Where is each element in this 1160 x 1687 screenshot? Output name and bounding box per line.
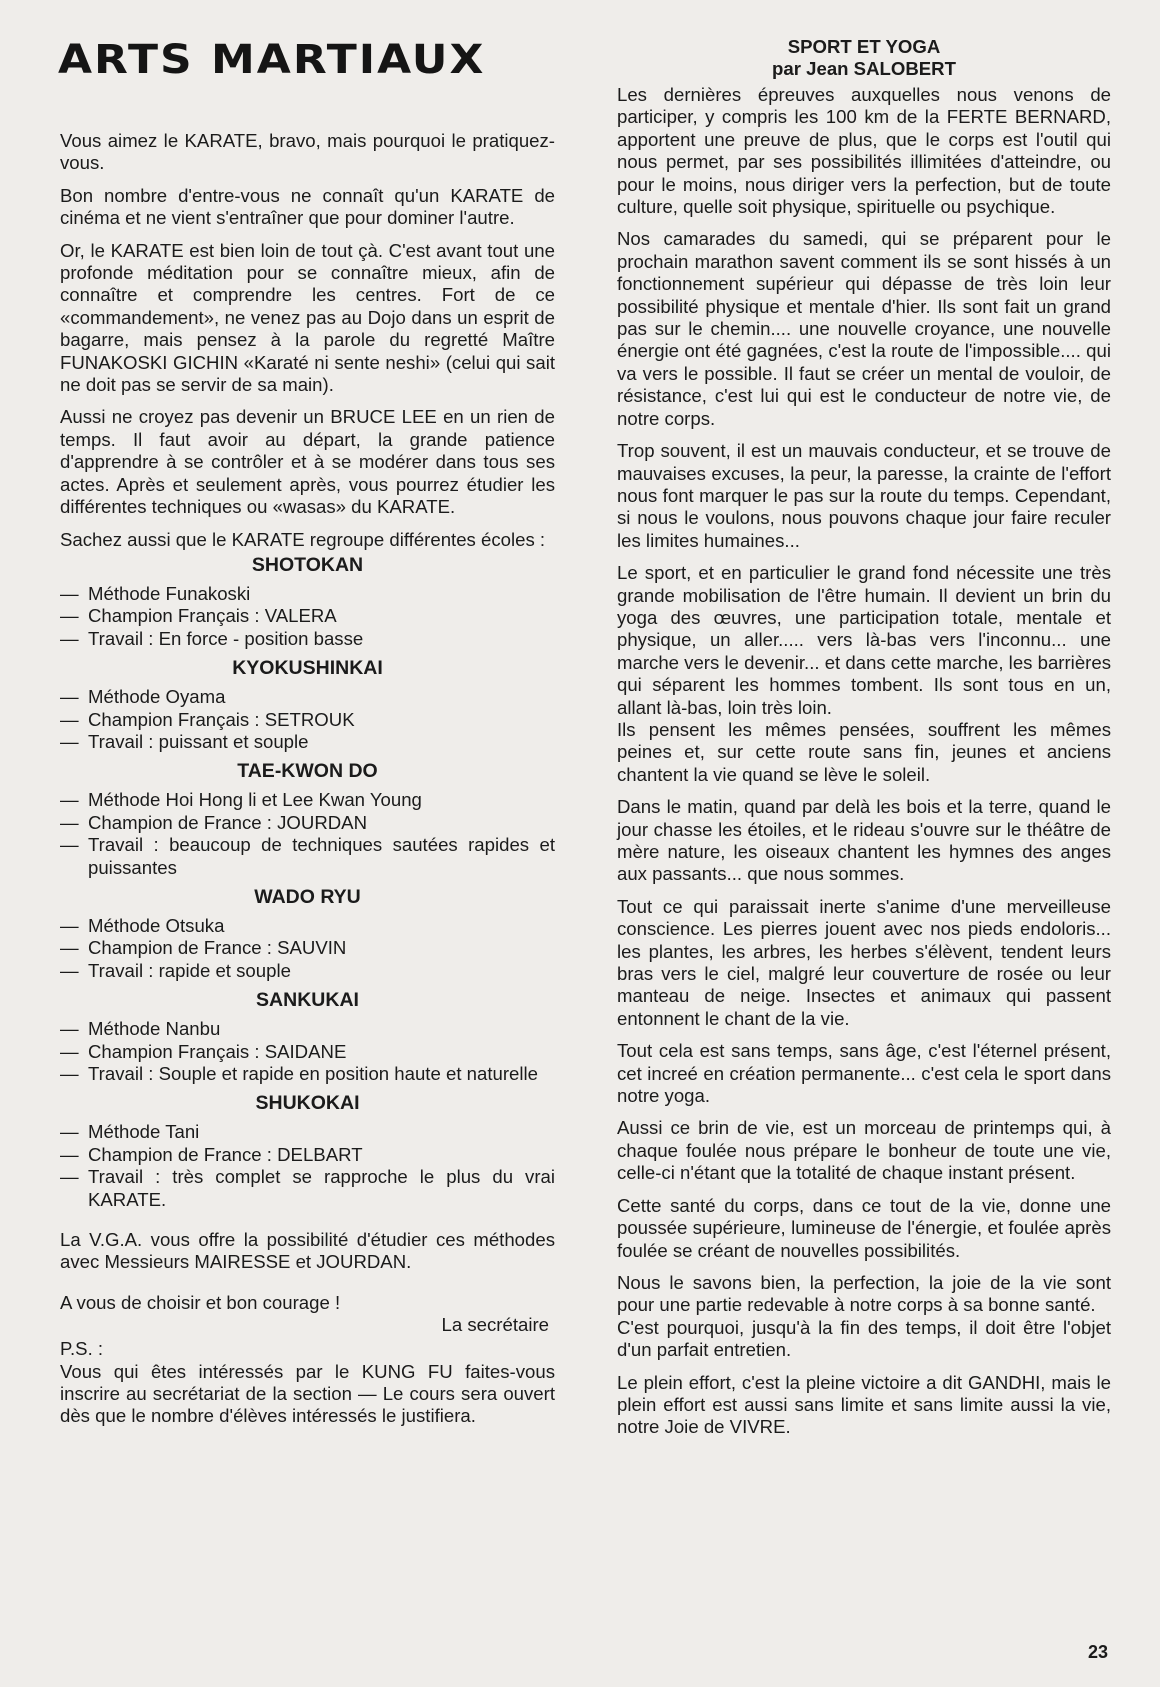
list-item: — Travail : puissant et souple — [60, 731, 555, 753]
article-paragraph: Dans le matin, quand par delà les bois et la terre, quand le jour chasse les étoiles, et le rideau s'ouvre sur le théâtre de mère nature, les oiseaux chantent les hymnes des anges aux passants... que nous sommes. — [617, 796, 1111, 885]
school-list — [60, 915, 555, 982]
list-item: — Travail : rapide et souple — [60, 960, 555, 982]
byline: par Jean SALOBERT — [772, 58, 956, 79]
school-list — [60, 583, 555, 650]
list-item: — Méthode Nanbu — [60, 1018, 555, 1040]
article-paragraph: Ils pensent les mêmes pensées, souffrent les mêmes peines et, sur cette route sans fin, jeunes et anciens chantent la vie quand se lève le soleil. — [617, 718, 1111, 785]
school-heading: KYOKUSHINKAI — [232, 657, 383, 680]
list-item: — Travail : Souple et rapide en position haute et naturelle — [60, 1063, 555, 1085]
list-item: — Méthode Oyama — [60, 686, 555, 708]
article-paragraph: Aussi ce brin de vie, est un morceau de printemps qui, à chaque foulée nous prépare le bonheur de toute une vie, celle-ci n'étant que la totalité de chaque instant présent. — [617, 1117, 1111, 1184]
offer-paragraph: La V.G.A. vous offre la possibilité d'étudier ces méthodes avec Messieurs MAIRESSE et JOURDAN. — [60, 1229, 555, 1273]
intro-paragraph: Sachez aussi que le KARATE regroupe différentes écoles : — [60, 528, 546, 550]
school-list — [60, 789, 555, 879]
left-column — [60, 130, 555, 1438]
intro-paragraph: Aussi ne croyez pas devenir un BRUCE LEE en un rien de temps. Il faut avoir au départ, la grande patience d'apprendre à se contrôler et à se modérer dans tous ses actes. Après et seulement après, vous pourrez étudier les différentes techniques ou «wasas» du KARATE. — [60, 406, 555, 518]
article-paragraph: Le sport, et en particulier le grand fond nécessite une très grande mobilisation de l'être humain. Il devient un brin du yoga des œuvres, une participation totale, mentale et physique, un aller..... vers là-bas vers l'inconnu... une marche vers le devenir... et dans cette marche, les barrières qui séparent les hommes tombent. Ils sont tous en un, allant là-bas, loin très loin. — [617, 562, 1111, 718]
article-paragraph: Nos camarades du samedi, qui se préparent pour le prochain marathon savent comment ils se sont hissés à un fonctionnement supérieur qui dépasse de très loin leur possibilité physique et mentale d'hier. Ils sont fait un grand pas sur le chemin.... une nouvelle croyance, une nouvelle énergie ont été gagnées, c'est la route de l'impossible.... qui va vers le possible. Il faut se créer un mental de vouloir, de résistance, c'est lui qui est le conducteur de notre vie, de notre corps. — [617, 228, 1111, 429]
list-item: — Méthode Tani — [60, 1121, 555, 1143]
intro-paragraph: Vous aimez le KARATE, bravo, mais pourquoi le pratiquez-vous. — [60, 130, 555, 174]
article-title-arts-martiaux: ARTS MARTIAUX — [58, 36, 486, 84]
school-heading: SHOTOKAN — [251, 553, 364, 576]
article-title-sport-yoga: SPORT ET YOGA — [787, 36, 941, 57]
list-item: — Méthode Hoi Hong li et Lee Kwan Young — [60, 789, 555, 811]
article-paragraph: Tout cela est sans temps, sans âge, c'est l'éternel présent, cet increé en création permanente... c'est cela le sport dans notre yoga. — [617, 1040, 1111, 1107]
school-heading: SHUKOKAI — [255, 1092, 360, 1115]
article-paragraph: Tout ce qui paraissait inerte s'anime d'une merveilleuse conscience. Les pierres jouent avec nos pieds endoloris... les plantes, les arbres, les herbes s'élèvent, tendent leurs bras vers le ciel, malgré leur couverture de rosée ou leur manteau de neige. Insectes et animaux qui passent entonnent le chant de la vie. — [617, 895, 1111, 1029]
ps-paragraph: Vous qui êtes intéressés par le KUNG FU faites-vous inscrire au secrétariat de la section — Le cours sera ouvert dès que le nombre d'élèves intéressés le justifiera. — [60, 1360, 555, 1427]
list-item: — Travail : En force - position basse — [60, 628, 555, 650]
article-paragraph: Cette santé du corps, dans ce tout de la vie, donne une poussée supérieure, lumineuse de l'énergie, et foulée après foulée se créant de nouvelles possibilités. — [617, 1194, 1111, 1261]
school-heading: SANKUKAI — [256, 989, 359, 1012]
list-item: — Méthode Otsuka — [60, 915, 555, 937]
intro-paragraph: Bon nombre d'entre-vous ne connaît qu'un KARATE de cinéma et ne vient s'entraîner que pour dominer l'autre. — [60, 184, 555, 229]
list-item: — Travail : très complet se rapproche le plus du vrai KARATE. — [60, 1166, 555, 1211]
right-column — [617, 84, 1111, 1449]
article-paragraph: Les dernières épreuves auxquelles nous venons de participer, y compris les 100 km de la FERTE BERNARD, apportent une preuve de plus, que le corps est l'outil qui nous permet, par ses possibilités illimitées d'atteindre, ou pour le moins, nous diriger vers la perfection, but de toute culture, quelle soit physique, spirituelle ou psychique. — [617, 84, 1111, 218]
list-item: — Champion de France : SAUVIN — [60, 937, 555, 959]
closing-line: A vous de choisir et bon courage ! — [60, 1291, 341, 1313]
page-number: 23 — [1087, 1642, 1108, 1662]
article-paragraph: C'est pourquoi, jusqu'à la fin des temps, il doit être l'objet d'un parfait entretien. — [617, 1316, 1111, 1361]
ps-label: P.S. : — [60, 1338, 104, 1360]
article-paragraph: Trop souvent, il est un mauvais conducteur, et se trouve de mauvaises excuses, la peur, la paresse, la crainte de l'effort nous font marquer le pas sur la route du temps. Cependant, si nous le voulons, nous pouvons chaque jour faire reculer les limites humaines... — [617, 440, 1111, 551]
signature: La secrétaire — [441, 1314, 549, 1336]
list-item: — Champion de France : JOURDAN — [60, 812, 555, 834]
list-item: — Champion Français : SETROUK — [60, 709, 555, 731]
article-paragraph: Nous le savons bien, la perfection, la joie de la vie sont pour une partie redevable à notre corps à sa bonne santé. — [617, 1271, 1111, 1316]
school-list — [60, 1121, 555, 1211]
list-item: — Champion Français : VALERA — [60, 605, 555, 627]
school-list — [60, 1018, 555, 1085]
school-heading: WADO RYU — [254, 885, 361, 908]
school-heading: TAE-KWON DO — [237, 760, 378, 783]
list-item: — Champion de France : DELBART — [60, 1144, 555, 1166]
list-item: — Méthode Funakoski — [60, 583, 555, 605]
intro-paragraph: Or, le KARATE est bien loin de tout çà. C'est avant tout une profonde méditation pour se connaître mieux, afin de connaître et comprendre les centres. Fort de ce «commandement», ne venez pas au Dojo dans un esprit de bagarre, mais pensez à la parole du regretté Maître FUNAKOSKI GICHIN «Karaté ni sente neshi» (celui qui sait ne doit pas se servir de sa main). — [60, 239, 555, 396]
article-header-sport-yoga — [617, 36, 1111, 80]
school-list — [60, 686, 555, 753]
list-item: — Travail : beaucoup de techniques sautées rapides et puissantes — [60, 834, 555, 879]
article-paragraph: Le plein effort, c'est la pleine victoire a dit GANDHI, mais le plein effort est aussi sans limite et sans limite aussi la vie, notre Joie de VIVRE. — [617, 1371, 1111, 1438]
list-item: — Champion Français : SAIDANE — [60, 1041, 555, 1063]
